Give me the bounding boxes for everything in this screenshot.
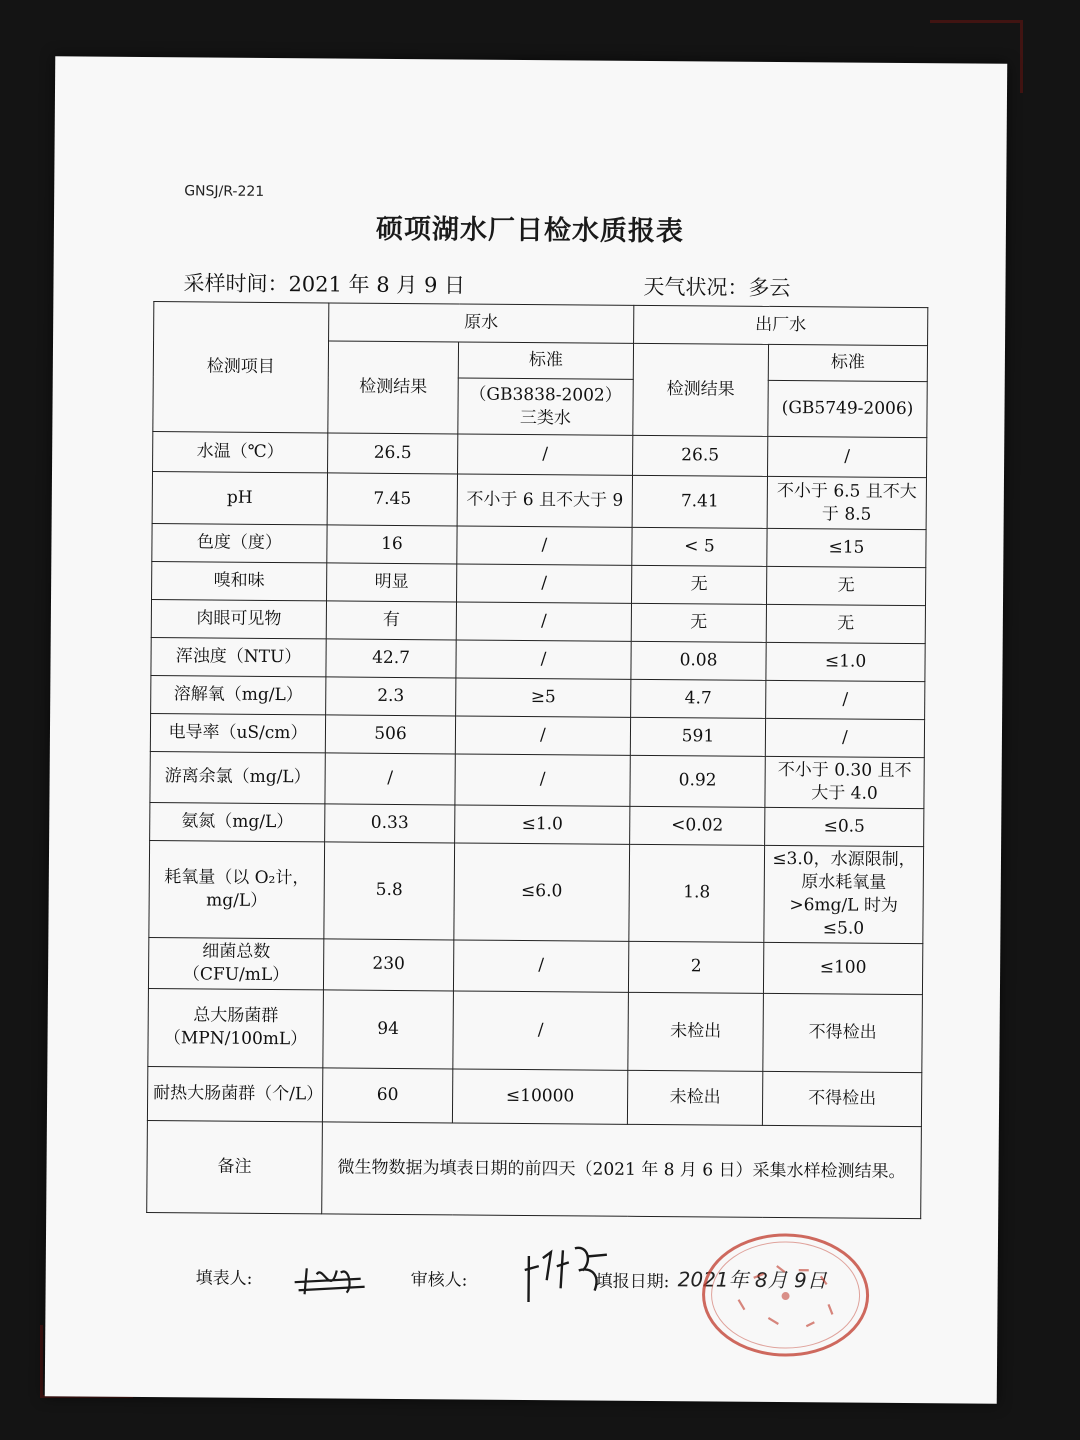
out-result-cell: 0.92: [630, 755, 765, 807]
test-item-cell: 色度（度）: [152, 524, 327, 563]
weather-status: 天气状况：多云: [643, 274, 791, 301]
table-row: [152, 562, 926, 606]
remark-label: 备注: [147, 1120, 323, 1213]
out-standard-cell: 不小于 6.5 且不大于 8.5: [767, 476, 926, 529]
test-item-cell: 溶解氧（mg/L）: [151, 676, 326, 715]
out-standard-cell: ≤100: [763, 942, 922, 994]
out-standard-cell: 不得检出: [763, 993, 923, 1072]
raw-standard-cell: 不小于 6 且不大于 9: [457, 474, 632, 527]
test-item-cell: 氨氮（mg/L）: [150, 802, 325, 841]
out-standard-cell: ≤1.0: [766, 642, 925, 681]
table-row: [152, 524, 926, 568]
out-standard-cell: /: [765, 718, 924, 757]
raw-standard-cell: ≤1.0: [455, 805, 630, 844]
raw-standard-cell: /: [456, 640, 631, 679]
official-seal: [698, 1229, 874, 1360]
raw-result-cell: 7.45: [327, 473, 457, 526]
table-row: [153, 432, 927, 478]
table-row: [150, 802, 924, 846]
raw-standard-cell: /: [455, 716, 630, 755]
out-result-cell: 无: [631, 603, 766, 642]
out-standard-cell: /: [766, 680, 925, 719]
table-header-row: [154, 302, 928, 346]
test-item-cell: 总大肠菌群（MPN/100mL）: [148, 988, 324, 1067]
out-standard-cell: 无: [766, 566, 925, 605]
report-sheet: [45, 56, 1007, 1403]
table-row: [151, 676, 925, 720]
reviewer-label: 审核人:: [410, 1270, 468, 1291]
raw-standard-reference: （GB3838-2002）三类水: [458, 378, 633, 435]
table-row: [150, 714, 924, 758]
test-item-cell: 浑浊度（NTU）: [151, 638, 326, 677]
header-out-result: 检测结果: [633, 343, 769, 436]
out-result-cell: 26.5: [633, 435, 768, 476]
out-result-cell: 591: [630, 717, 765, 756]
out-result-cell: 未检出: [628, 992, 764, 1071]
out-standard-cell: ≤0.5: [765, 807, 924, 846]
out-standard-reference: (GB5749-2006): [768, 380, 927, 437]
raw-standard-cell: /: [457, 564, 632, 603]
filler-label: 填表人:: [195, 1268, 253, 1289]
raw-standard-cell: /: [453, 940, 628, 992]
raw-result-cell: 26.5: [328, 433, 458, 474]
raw-result-cell: 0.33: [325, 804, 455, 843]
out-result-cell: 7.41: [632, 475, 767, 528]
test-item-cell: 耗氧量（以 O₂计，mg/L）: [149, 840, 325, 938]
raw-standard-cell: ≥5: [456, 678, 631, 717]
header-item: 检测项目: [153, 302, 329, 433]
out-standard-cell: ≤3.0，水源限制，原水耗氧量>6mg/L 时为≤5.0: [764, 845, 924, 943]
header-raw-standard: 标准: [458, 342, 633, 379]
remark-row: [147, 1120, 922, 1218]
raw-result-cell: 5.8: [324, 842, 455, 940]
report-date: 2021年 8月 9日: [677, 1267, 827, 1293]
out-standard-cell: 无: [766, 604, 925, 643]
test-item-cell: 嗅和味: [152, 562, 327, 601]
out-result-cell: 1.8: [629, 844, 765, 942]
out-result-cell: 未检出: [627, 1070, 762, 1125]
raw-result-cell: 94: [323, 989, 454, 1068]
raw-standard-cell: ≤6.0: [454, 843, 630, 941]
raw-result-cell: 16: [327, 525, 457, 564]
raw-result-cell: /: [325, 753, 455, 805]
raw-standard-cell: /: [457, 526, 632, 565]
table-row: [151, 638, 925, 682]
table-row: [147, 1066, 921, 1126]
table-row: [148, 937, 922, 994]
table-row: [151, 600, 925, 644]
test-item-cell: 耐热大肠菌群（个/L）: [147, 1066, 322, 1121]
remark-text: 微生物数据为填表日期的前四天（2021 年 8 月 6 日）采集水样检测结果。: [322, 1121, 922, 1218]
out-result-cell: 2: [628, 941, 763, 993]
out-result-cell: 无: [631, 565, 766, 604]
test-item-cell: 水温（℃）: [153, 432, 328, 473]
out-standard-cell: ≤15: [767, 528, 926, 567]
date-label: 填报日期:: [595, 1271, 670, 1293]
out-result-cell: 0.08: [631, 641, 766, 680]
table-row: [149, 840, 924, 943]
out-standard-cell: 不小于 0.30 且不大于 4.0: [765, 756, 924, 808]
table-row: [152, 472, 926, 530]
raw-result-cell: 有: [326, 601, 456, 640]
raw-result-cell: 506: [325, 715, 455, 754]
test-item-cell: 肉眼可见物: [151, 600, 326, 639]
raw-standard-cell: ≤10000: [452, 1068, 627, 1123]
water-quality-table: [146, 301, 928, 1219]
out-standard-cell: 不得检出: [762, 1071, 921, 1126]
document-title: 硕项湖水厂日检水质报表: [375, 213, 685, 248]
raw-standard-cell: /: [453, 990, 629, 1069]
out-result-cell: < 5: [632, 527, 767, 566]
raw-result-cell: 明显: [327, 563, 457, 602]
raw-result-cell: 42.7: [326, 639, 456, 678]
header-raw-water: 原水: [329, 303, 634, 343]
header-raw-result: 检测结果: [328, 341, 459, 434]
raw-result-cell: 2.3: [326, 677, 456, 716]
raw-result-cell: 230: [323, 939, 453, 991]
raw-standard-cell: /: [455, 754, 630, 806]
out-standard-cell: /: [767, 436, 926, 477]
sampling-time: 采样时间：2021 年 8 月 9 日: [183, 271, 466, 298]
test-item-cell: 细菌总数（CFU/mL）: [148, 937, 323, 989]
test-item-cell: 游离余氯（mg/L）: [150, 752, 325, 804]
raw-result-cell: 60: [322, 1067, 452, 1122]
test-item-cell: pH: [152, 472, 327, 525]
filler-signature: [291, 1256, 371, 1302]
raw-standard-cell: /: [458, 434, 633, 475]
table-row: [148, 988, 923, 1072]
raw-standard-cell: /: [456, 602, 631, 641]
out-result-cell: <0.02: [630, 806, 765, 845]
document-code: GNSJ/R-221: [184, 183, 265, 200]
header-out-standard: 标准: [768, 344, 927, 381]
out-result-cell: 4.7: [631, 679, 766, 718]
header-outlet-water: 出厂水: [634, 305, 928, 345]
table-row: [150, 752, 924, 809]
test-item-cell: 电导率（uS/cm）: [150, 714, 325, 753]
